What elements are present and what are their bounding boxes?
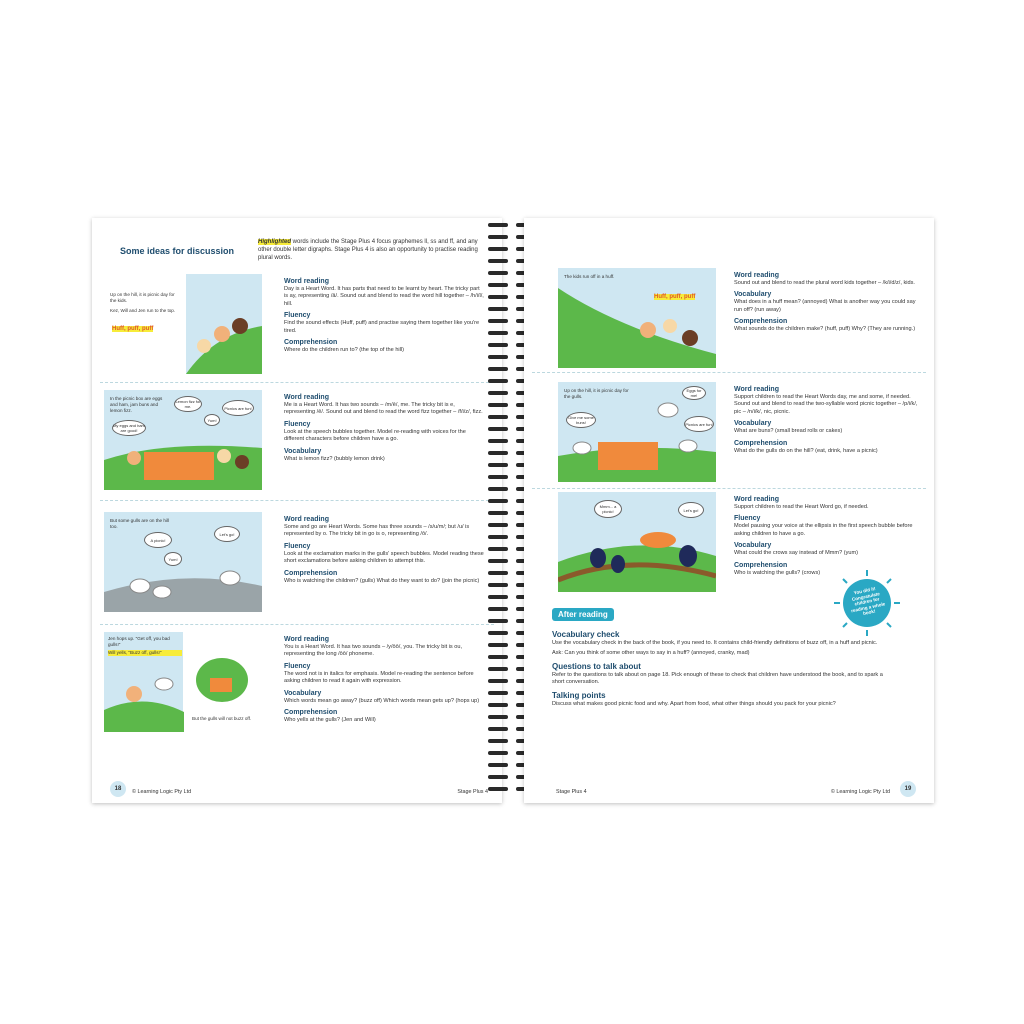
caption: In the picnic box are eggs and ham, jam buns and lemon fizz.: [110, 396, 163, 413]
caption: Kez, Will and Jen run to the top.: [110, 308, 176, 313]
notes-heading: Vocabulary: [734, 542, 772, 550]
notes-text: Which words mean go away? (buzz off) Which words mean gets up? (hops up): [284, 697, 480, 704]
caption: Up on the hill, it is picnic day for the kids.: [110, 292, 175, 303]
notes-heading: Comprehension: [734, 561, 788, 569]
teaching-notes: [734, 492, 924, 577]
illustration: [558, 268, 716, 368]
teaching-notes: [284, 390, 484, 463]
discussion-section-4: [104, 632, 490, 748]
vocab-ask-text: Ask: Can you think of some other ways to say in a huff? (annoyed, cranky, mad): [552, 650, 750, 657]
notes-text: What are buns? (small bread rolls or cakes): [734, 428, 843, 435]
notes-heading: Word reading: [734, 272, 779, 279]
speech-bubble: Yum!: [204, 414, 220, 426]
notes-heading: Vocabulary: [734, 420, 772, 428]
notes-text: Support children to read the Heart Words day, me and some, if needed. Sound out and blend to read the two-syllable word picnic together – /p/i/k/, pic – /n/i/k/, nic, picnic.: [734, 394, 918, 415]
speech-bubble: Yum!: [164, 552, 182, 566]
speech-bubble: Picnics are fun!: [684, 416, 714, 432]
talking-points-heading: Talking points: [552, 690, 606, 700]
section-divider: [532, 372, 926, 373]
notes-heading: Word reading: [734, 496, 779, 503]
after-reading-label: After reading: [552, 608, 614, 621]
intro-body: words include the Stage Plus 4 focus graphemes ll, ss and ff, and any other double letter digraphs. Stage Plus 4 is also an opportunity to practise reading plural words.: [258, 239, 478, 261]
notes-text: Support children to read the Heart Word go, if needed.: [734, 504, 869, 510]
notes-heading: Vocabulary: [734, 291, 772, 299]
page-heading: Some ideas for discussion: [120, 246, 235, 256]
vocab-check-heading: Vocabulary check: [552, 630, 620, 639]
footer-copyright: © Learning Logic Pty Ltd: [132, 789, 192, 795]
speech-bubble: Eggs for me!: [682, 386, 706, 400]
notes-text: What does in a huff mean? (annoyed) What is another way you could say run off? (run away): [734, 299, 916, 313]
speech-bubble: Mmm... a picnic!: [594, 500, 622, 518]
caption: But some gulls are on the hill too.: [110, 518, 169, 529]
notes-heading: Word reading: [734, 386, 779, 393]
notes-text: Who is watching the children? (gulls) What do they want to do? (join the picnic): [284, 577, 480, 584]
notes-text: You is a Heart Word. It has two sounds – /y/ōō/, you. The tricky bit is ou, representing the long /ōō/ phoneme.: [284, 644, 463, 658]
hill-scene: [104, 274, 262, 374]
notes-heading: Comprehension: [284, 339, 338, 347]
sound-effect: Huff, puff, puff: [112, 326, 154, 332]
discussion-section-5: [536, 268, 922, 368]
notes-text: Sound out and blend to read the plural word kids together – /k/i/d/z/, kids.: [734, 280, 915, 286]
notes-text: Where do the children run to? (the top of the hill): [284, 347, 405, 354]
speech-bubble: A picnic!: [144, 532, 172, 548]
left-page: [92, 218, 502, 803]
questions-heading: Questions to talk about: [552, 661, 641, 671]
discussion-section-3: [104, 512, 490, 620]
run-off-scene: [558, 268, 716, 368]
notes-heading: Comprehension: [284, 569, 338, 577]
notes-heading: Fluency: [284, 312, 311, 320]
footer-copyright: © Learning Logic Pty Ltd: [830, 789, 890, 795]
notes-text: Day is a Heart Word. It has parts that need to be learnt by heart. The tricky part is ay, representing /ā/. Sound out and blend to read the word hill together – /h/i/l/, hill.: [284, 286, 484, 307]
notes-text: What sounds do the children make? (huff, puff) Why? (They are running.): [734, 326, 916, 333]
illustration: [558, 492, 716, 592]
notes-text: Look at the speech bubbles together. Model re-reading with voices for the different characters before children have a go.: [284, 428, 466, 443]
notes-text: Some and go are Heart Words. Some has three sounds – /s/u/m/; but /u/ is represented by o. The tricky bit in go is o, representing /ō/.: [284, 524, 470, 538]
section-divider: [532, 488, 926, 489]
discussion-section-1: [104, 274, 490, 378]
notes-heading: Fluency: [284, 662, 311, 670]
footer-stage: Stage Plus 4: [457, 789, 488, 795]
notes-heading: Word reading: [284, 636, 329, 643]
notes-heading: Vocabulary: [284, 689, 322, 697]
speech-bubble: My eggs and ham are good!: [112, 420, 146, 436]
illustration: [104, 512, 262, 612]
caption: But the gulls will not buzz off.: [192, 716, 252, 721]
notes-heading: Vocabulary: [284, 447, 322, 455]
notes-text: Who yells at the gulls? (Jen and Will): [284, 717, 376, 724]
illustration: [104, 632, 262, 732]
discussion-section-6: [536, 382, 922, 482]
speech-bubble: Lemon fizz for me.: [174, 396, 202, 412]
illustration: [104, 390, 262, 490]
notes-text: What could the crows say instead of Mmm? (yum): [734, 550, 859, 557]
vocab-check-text: Use the vocabulary check in the back of the book, if you need to. It contains child-friendly definitions of buzz off, in a huff and picnic.: [552, 640, 878, 646]
notes-text: Who is watching the gulls? (crows): [734, 569, 821, 576]
section-divider: [100, 500, 494, 501]
notes-heading: Comprehension: [734, 318, 788, 326]
after-reading-section: [552, 626, 892, 708]
intro-text: [258, 238, 478, 262]
notes-heading: Fluency: [284, 420, 311, 428]
speech-bubble: Picnics are fun!: [222, 400, 254, 416]
speech-bubble: Give me some buns!: [566, 412, 596, 428]
right-page: [524, 218, 934, 803]
speech-bubble: Let's go!: [214, 526, 240, 542]
teaching-notes: [284, 274, 484, 354]
teaching-notes: [284, 512, 484, 585]
notes-heading: Comprehension: [284, 709, 338, 717]
page-number: 18: [110, 781, 126, 797]
notes-text: What do the gulls do on the hill? (eat, drink, have a picnic): [734, 447, 878, 454]
caption: Up on the hill, it is picnic day for the gulls.: [564, 388, 629, 399]
section-divider: [100, 382, 494, 383]
questions-text: Refer to the questions to talk about on page 18. Pick enough of these to check that children have understood the book, and to spark a short conversation.: [552, 671, 883, 686]
highlight-word: Highlighted: [258, 239, 291, 245]
badge-text: You did it! Congratulate children for reading a whole book!: [850, 586, 886, 617]
illustration: [558, 382, 716, 482]
teaching-notes: [284, 632, 484, 724]
sound-effect: Huff, puff, puff: [654, 294, 696, 300]
notes-heading: Comprehension: [734, 439, 788, 447]
notes-text: The word not is in italics for emphasis. Model re-reading the sentence before asking children to read it again with expression.: [284, 670, 474, 685]
notes-text: Look at the exclamation marks in the gulls' speech bubbles. Model reading these short exclamations before asking children to attempt this.: [284, 550, 484, 565]
talking-points-text: Discuss what makes good picnic food and why. Apart from food, what other things should you pack for your picnic?: [552, 700, 836, 707]
discussion-section-2: [104, 390, 490, 496]
teaching-notes: [734, 268, 924, 334]
footer-stage: Stage Plus 4: [556, 789, 587, 795]
notes-text: Model pausing your voice at the ellipsis in the first speech bubble before asking children to have a go.: [734, 523, 913, 537]
caption: The kids run off in a huff.: [564, 274, 615, 279]
section-divider: [100, 624, 494, 625]
notes-heading: Word reading: [284, 278, 329, 285]
notes-heading: Word reading: [284, 516, 329, 523]
notes-text: Me is a Heart Word. It has two sounds – /m/ē/, me. The tricky bit is e, representing /ē/. Sound out and blend to read the word fizz together – /f/i/z/, fizz.: [284, 402, 483, 416]
page-number: 19: [900, 781, 916, 797]
notes-heading: Word reading: [284, 394, 329, 401]
caption: Will yells, "Buzz off, gulls!": [108, 650, 182, 656]
speech-bubble: Let's go!: [678, 502, 704, 518]
notes-text: What is lemon fizz? (bubbly lemon drink): [284, 455, 385, 462]
notes-heading: Fluency: [734, 515, 761, 523]
illustration: [104, 274, 262, 374]
notes-text: Find the sound effects (Huff, puff) and practise saying them together like you're tired.: [284, 320, 480, 334]
notes-heading: Fluency: [284, 542, 311, 550]
teaching-notes: [734, 382, 924, 455]
caption: Jen hops up. "Get off, you bad gulls!": [108, 636, 170, 647]
